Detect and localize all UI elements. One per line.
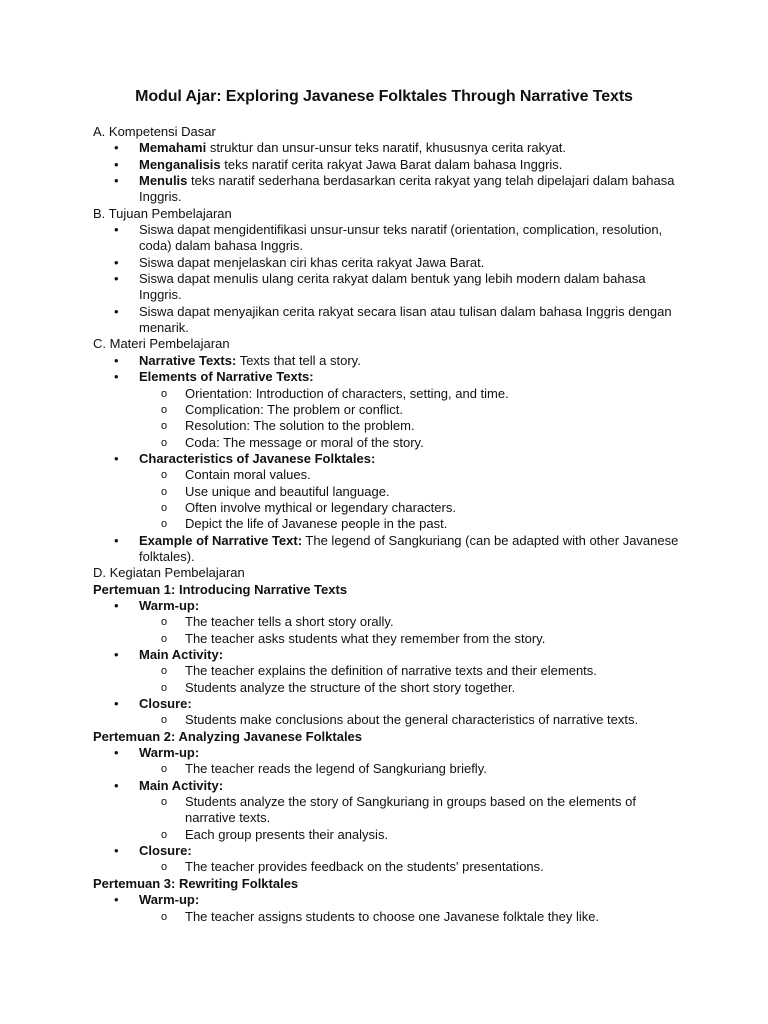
sub-list-item: o The teacher explains the definition of narrative texts and their elements. [161,663,597,679]
bullet-icon: • [114,647,119,662]
sub-list-item: o Use unique and beautiful language. [161,483,390,499]
list-item: • Warm-up: [114,597,200,613]
circle-bullet-icon: o [161,763,168,776]
sub-list-item: o The teacher provides feedback on the students' presentations. [161,859,544,875]
bullet-icon: • [114,140,119,156]
list-item: • Main Activity: [114,777,224,793]
list-item: • Example of Narrative Text: The legend of Sangkuriang (can be adapted with other Javanese folktales). [114,532,679,564]
circle-bullet-icon: o [161,665,168,678]
list-item: • Elements of Narrative Texts: [114,369,314,385]
sub-list-item: o Resolution: The solution to the problem. [161,418,415,434]
list-item: • Menulis teks naratif sederhana berdasarkan cerita rakyat yang telah dipelajari dalam bahasa Inggris. [114,173,675,205]
circle-bullet-icon: o [161,518,168,531]
circle-bullet-icon: o [161,616,168,629]
section-heading-a: A. Kompetensi Dasar [93,124,216,139]
list-item: • Siswa dapat mengidentifikasi unsur-unsur teks naratif (orientation, complication, resolution, coda) dalam bahasa Inggris. [114,222,663,254]
list-item: • Narrative Texts: Texts that tell a story. [114,352,361,368]
section-heading-c: C. Materi Pembelajaran [93,336,230,352]
circle-bullet-icon: o [161,403,168,416]
bullet-icon: • [114,843,119,859]
list-item: • Warm-up: [114,892,200,908]
list-item: • Siswa dapat menulis ulang cerita rakyat dalam bentuk yang lebih modern dalam bahasa Inggris. [114,271,646,303]
list-item: • Characteristics of Javanese Folktales: [114,450,376,466]
circle-bullet-icon: o [161,469,168,482]
bullet-icon: • [114,745,119,761]
circle-bullet-icon: o [161,828,168,841]
sub-list-item: o Coda: The message or moral of the story. [161,434,424,450]
meeting-heading-2: Pertemuan 2: Analyzing Javanese Folktales [93,728,363,744]
meeting-heading-1: Pertemuan 1: Introducing Narrative Texts [93,581,348,597]
sub-list-item: o Often involve mythical or legendary characters. [161,499,456,515]
sub-list-item: o Students make conclusions about the general characteristics of narrative texts. [161,712,639,728]
bullet-icon: • [114,173,119,189]
sub-list-item: o Each group presents their analysis. [161,826,389,842]
sub-list-item: o Depict the life of Javanese people in the past. [161,516,448,532]
list-item: • Closure: [114,843,192,859]
list-item: • Siswa dapat menjelaskan ciri khas cerita rakyat Jawa Barat. [114,254,485,270]
circle-bullet-icon: o [161,501,168,514]
meeting-heading-3: Pertemuan 3: Rewriting Folktales [93,875,299,891]
bullet-icon: • [114,597,119,613]
circle-bullet-icon: o [161,420,168,433]
sub-list-item: o Orientation: Introduction of characters, setting, and time. [161,385,509,401]
list-item: • Menganalisis teks naratif cerita rakyat Jawa Barat dalam bahasa Inggris. [114,156,563,172]
list-item: • Main Activity: [114,647,224,662]
bullet-icon: • [114,222,119,238]
circle-bullet-icon: o [161,796,168,809]
document-title: Modul Ajar: Exploring Javanese Folktales Through Narrative Texts [135,88,633,105]
sub-list-item: o The teacher asks students what they remember from the story. [161,630,546,646]
document-body [93,124,683,925]
sub-list-item: o The teacher assigns students to choose one Javanese folktale they like. [161,908,600,924]
bullet-icon: • [114,696,119,712]
bullet-icon: • [114,777,119,793]
bullet-icon: • [114,532,119,548]
bullet-icon: • [114,892,119,908]
circle-bullet-icon: o [161,436,168,449]
list-item: • Siswa dapat menyajikan cerita rakyat secara lisan atau tulisan dalam bahasa Inggris dengan menarik. [114,303,672,336]
sub-list-item: o Complication: The problem or conflict. [161,401,403,417]
bullet-icon: • [114,254,119,270]
bullet-icon: • [114,303,119,319]
list-item: • Memahami struktur dan unsur-unsur teks naratif, khususnya cerita rakyat. [114,140,567,156]
bullet-icon: • [114,450,119,466]
sub-list-item: o The teacher reads the legend of Sangkuriang briefly. [161,761,487,777]
bullet-icon: • [114,271,119,287]
circle-bullet-icon: o [161,861,168,874]
circle-bullet-icon: o [161,714,168,727]
list-item: • Closure: [114,696,192,712]
bullet-icon: • [114,352,119,368]
section-heading-b: B. Tujuan Pembelajaran [93,205,232,221]
section-heading-d: D. Kegiatan Pembelajaran [93,565,245,581]
circle-bullet-icon: o [161,910,168,923]
sub-list-item: o Students analyze the structure of the short story together. [161,679,516,695]
sub-list-item: o Contain moral values. [161,467,311,483]
list-item: • Warm-up: [114,745,200,761]
circle-bullet-icon: o [161,387,168,400]
sub-list-item: o Students analyze the story of Sangkuriang in groups based on the elements of narrative texts. [161,794,636,826]
bullet-icon: • [114,156,119,172]
bullet-icon: • [114,369,119,385]
sub-list-item: o The teacher tells a short story orally. [161,614,394,630]
circle-bullet-icon: o [161,632,168,645]
circle-bullet-icon: o [161,485,168,498]
circle-bullet-icon: o [161,681,168,694]
